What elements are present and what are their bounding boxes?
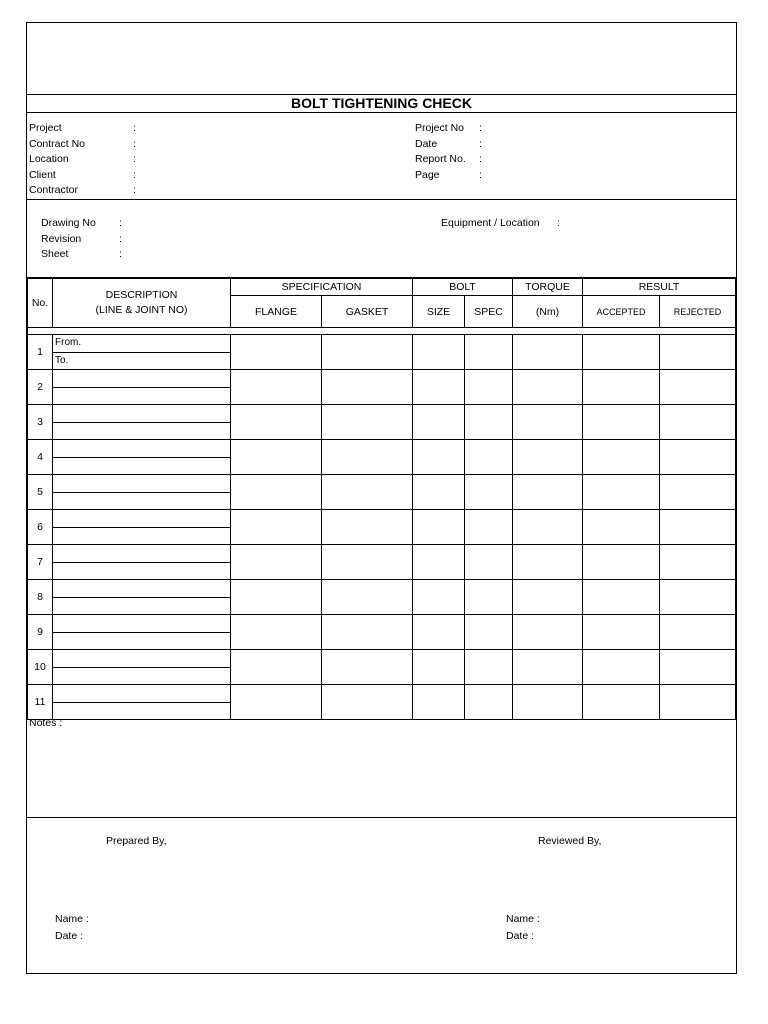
bolt-size-cell[interactable] [413, 685, 465, 720]
row-number: 5 [28, 475, 53, 510]
to-line[interactable] [53, 458, 230, 475]
flange-cell[interactable] [231, 580, 322, 615]
to-line[interactable] [53, 598, 230, 615]
torque-cell[interactable] [513, 615, 583, 650]
accepted-cell[interactable] [583, 615, 660, 650]
to-line[interactable] [53, 668, 230, 685]
to-line[interactable] [53, 388, 230, 405]
row-number: 9 [28, 615, 53, 650]
row-number: 6 [28, 510, 53, 545]
gasket-cell[interactable] [322, 545, 413, 580]
accepted-cell[interactable] [583, 440, 660, 475]
bolt-spec-cell[interactable] [465, 545, 513, 580]
description-cell[interactable] [53, 335, 231, 370]
field-colon: : [133, 168, 136, 181]
equipment-location-colon: : [557, 217, 560, 229]
gasket-cell[interactable] [322, 335, 413, 370]
flange-cell[interactable] [231, 650, 322, 685]
row-number: 10 [28, 650, 53, 685]
gasket-cell[interactable] [322, 475, 413, 510]
torque-cell[interactable] [513, 440, 583, 475]
bolt-spec-cell[interactable] [465, 685, 513, 720]
row-number: 11 [28, 685, 53, 720]
gasket-cell[interactable] [322, 370, 413, 405]
field-colon: : [133, 184, 136, 197]
torque-cell[interactable] [513, 475, 583, 510]
field-colon: : [133, 122, 136, 134]
field-label: Revision [41, 232, 82, 245]
rejected-cell[interactable] [660, 405, 736, 440]
col-header-bolt: BOLT [413, 279, 513, 296]
gasket-cell[interactable] [322, 615, 413, 650]
torque-cell[interactable] [513, 545, 583, 580]
to-line[interactable] [53, 563, 230, 580]
field-colon: : [479, 122, 482, 134]
accepted-cell[interactable] [583, 475, 660, 510]
desc-header-line1: DESCRIPTION [105, 289, 178, 301]
bolt-size-cell[interactable] [413, 475, 465, 510]
description-cell[interactable] [53, 615, 231, 650]
field-colon: : [479, 168, 482, 181]
gasket-cell[interactable] [322, 580, 413, 615]
accepted-cell[interactable] [583, 405, 660, 440]
torque-cell[interactable] [513, 335, 583, 370]
col-header-specification: SPECIFICATION [231, 279, 413, 296]
field-label: Contractor [29, 184, 79, 197]
field-colon: : [133, 137, 136, 150]
notes-label: Notes : [29, 717, 63, 729]
field-colon: : [119, 248, 122, 261]
rejected-cell[interactable] [660, 650, 736, 685]
to-line[interactable]: To. [55, 354, 69, 366]
field-label: Date [415, 137, 438, 150]
field-colon: : [479, 137, 482, 150]
field-label: Project No [415, 122, 465, 134]
description-cell[interactable] [53, 685, 231, 720]
bolt-spec-cell[interactable] [465, 475, 513, 510]
row-number: 4 [28, 440, 53, 475]
field-label: Report No. [415, 153, 466, 166]
description-cell[interactable] [53, 370, 231, 405]
accepted-cell[interactable] [583, 685, 660, 720]
col-header-flange: FLANGE [231, 296, 322, 328]
flange-cell[interactable] [231, 475, 322, 510]
col-header-result: RESULT [583, 279, 736, 296]
table-row [28, 580, 736, 615]
bolt-spec-cell[interactable] [465, 615, 513, 650]
accepted-cell[interactable] [583, 510, 660, 545]
flange-cell[interactable] [231, 370, 322, 405]
field-colon: : [479, 153, 482, 166]
description-cell[interactable] [53, 545, 231, 580]
bolt-size-cell[interactable] [413, 440, 465, 475]
flange-cell[interactable] [231, 405, 322, 440]
form-frame [26, 22, 737, 974]
col-header-torque: TORQUE [513, 279, 583, 296]
gasket-cell[interactable] [322, 510, 413, 545]
field-label: Project [29, 122, 62, 134]
col-header-description [53, 279, 231, 328]
rejected-cell[interactable] [660, 580, 736, 615]
bolt-spec-cell[interactable] [465, 335, 513, 370]
to-line[interactable] [53, 493, 230, 510]
table-row [28, 405, 736, 440]
field-label: Client [29, 168, 56, 181]
prepared-date-label: Date : [55, 930, 84, 942]
field-colon: : [133, 153, 136, 166]
col-header-rejected: REJECTED [660, 296, 736, 328]
field-label: Page [415, 168, 440, 181]
from-line[interactable] [53, 615, 230, 633]
rejected-cell[interactable] [660, 335, 736, 370]
bolt-spec-cell[interactable] [465, 370, 513, 405]
table-row [28, 510, 736, 545]
divider [27, 112, 736, 113]
from-line[interactable] [53, 405, 230, 423]
field-colon: : [119, 232, 122, 245]
torque-cell[interactable] [513, 580, 583, 615]
accepted-cell[interactable] [583, 370, 660, 405]
prepared-name-label: Name : [55, 913, 89, 925]
from-line[interactable]: From. [53, 335, 230, 353]
field-label: Sheet [41, 248, 69, 261]
bolt-spec-cell[interactable] [465, 580, 513, 615]
description-cell[interactable] [53, 510, 231, 545]
bolt-size-cell[interactable] [413, 510, 465, 545]
row-number: 3 [28, 405, 53, 440]
rejected-cell[interactable] [660, 370, 736, 405]
prepared-by-label: Prepared By, [106, 835, 167, 847]
table-row [28, 370, 736, 405]
flange-cell[interactable] [231, 440, 322, 475]
col-header-accepted: ACCEPTED [583, 296, 660, 328]
accepted-cell[interactable] [583, 580, 660, 615]
torque-cell[interactable] [513, 685, 583, 720]
bolt-size-cell[interactable] [413, 650, 465, 685]
bolt-size-cell[interactable] [413, 615, 465, 650]
rejected-cell[interactable] [660, 685, 736, 720]
flange-cell[interactable] [231, 545, 322, 580]
gasket-cell[interactable] [322, 440, 413, 475]
description-cell[interactable] [53, 580, 231, 615]
flange-cell[interactable] [231, 615, 322, 650]
row-number: 1 [28, 335, 53, 370]
field-label: Location [29, 153, 69, 166]
gasket-cell[interactable] [322, 650, 413, 685]
torque-cell[interactable] [513, 650, 583, 685]
field-colon: : [119, 217, 122, 229]
accepted-cell[interactable] [583, 650, 660, 685]
table-row [28, 685, 736, 720]
rejected-cell[interactable] [660, 475, 736, 510]
table-row [28, 335, 736, 370]
row-number: 8 [28, 580, 53, 615]
accepted-cell[interactable] [583, 335, 660, 370]
table-row [28, 440, 736, 475]
from-line[interactable] [53, 475, 230, 493]
rejected-cell[interactable] [660, 545, 736, 580]
bolt-spec-cell[interactable] [465, 510, 513, 545]
table-row [28, 475, 736, 510]
bolt-size-cell[interactable] [413, 370, 465, 405]
equipment-location-label: Equipment / Location [441, 217, 540, 229]
table-row [28, 650, 736, 685]
reviewed-date-label: Date : [506, 930, 535, 942]
row-number: 2 [28, 370, 53, 405]
from-line[interactable] [53, 510, 230, 528]
bolt-size-cell[interactable] [413, 335, 465, 370]
row-number: 7 [28, 545, 53, 580]
to-line[interactable] [53, 528, 230, 545]
description-cell[interactable] [53, 650, 231, 685]
bolt-size-cell[interactable] [413, 405, 465, 440]
description-cell[interactable] [53, 405, 231, 440]
bolt-spec-cell[interactable] [465, 405, 513, 440]
from-line[interactable] [53, 545, 230, 563]
col-header-no: No. [28, 279, 53, 328]
col-header-spec: SPEC [465, 296, 513, 328]
to-line[interactable] [53, 633, 230, 650]
gasket-cell[interactable] [322, 685, 413, 720]
reviewed-by-label: Reviewed By, [538, 835, 602, 847]
flange-cell[interactable] [231, 685, 322, 720]
from-line[interactable] [53, 440, 230, 458]
rejected-cell[interactable] [660, 615, 736, 650]
rejected-cell[interactable] [660, 510, 736, 545]
from-line[interactable] [53, 650, 230, 668]
col-header-gasket: GASKET [322, 296, 413, 328]
field-label: Drawing No [41, 217, 96, 229]
gasket-cell[interactable] [322, 405, 413, 440]
from-line[interactable] [53, 685, 230, 703]
torque-cell[interactable] [513, 510, 583, 545]
torque-cell[interactable] [513, 370, 583, 405]
flange-cell[interactable] [231, 335, 322, 370]
col-header-size: SIZE [413, 296, 465, 328]
bolt-spec-cell[interactable] [465, 440, 513, 475]
rejected-cell[interactable] [660, 440, 736, 475]
description-cell[interactable] [53, 475, 231, 510]
desc-header-line2: (LINE & JOINT NO) [95, 304, 188, 316]
bolt-spec-cell[interactable] [465, 650, 513, 685]
page-title: BOLT TIGHTENING CHECK [291, 95, 472, 111]
bolt-size-cell[interactable] [413, 580, 465, 615]
divider [27, 199, 736, 200]
description-cell[interactable] [53, 440, 231, 475]
to-line[interactable] [53, 423, 230, 440]
from-line[interactable] [53, 580, 230, 598]
table-row [28, 615, 736, 650]
divider [27, 817, 736, 818]
table-row [28, 545, 736, 580]
field-label: Contract No [29, 137, 86, 150]
to-line[interactable] [53, 703, 230, 720]
from-line[interactable] [53, 370, 230, 388]
reviewed-name-label: Name : [506, 913, 540, 925]
accepted-cell[interactable] [583, 545, 660, 580]
col-header-nm: (Nm) [513, 296, 583, 328]
bolt-size-cell[interactable] [413, 545, 465, 580]
torque-cell[interactable] [513, 405, 583, 440]
flange-cell[interactable] [231, 510, 322, 545]
bolt-check-table [27, 278, 736, 720]
